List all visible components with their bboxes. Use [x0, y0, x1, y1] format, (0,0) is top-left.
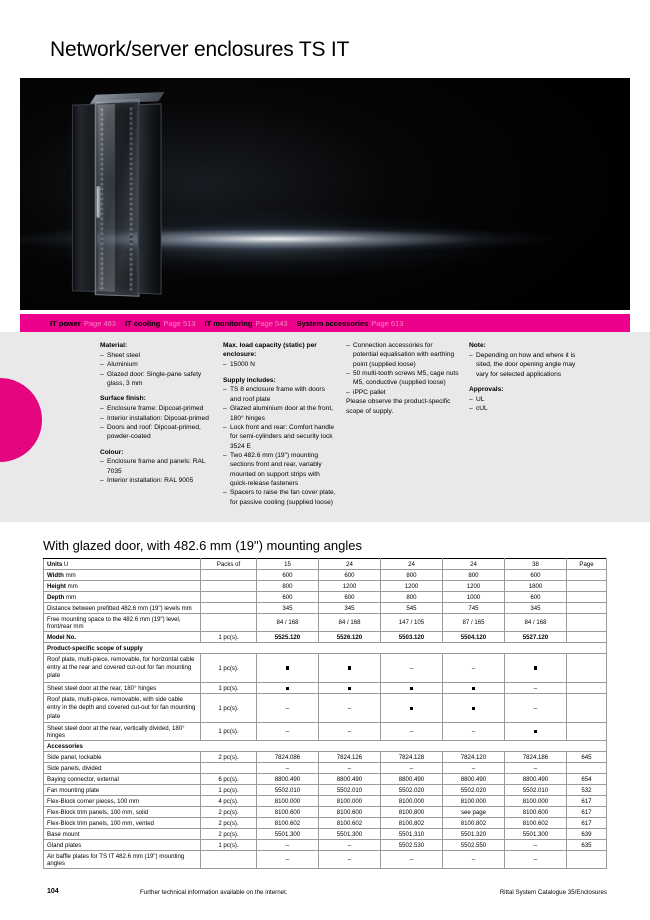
- table-cell-packs: [201, 603, 257, 614]
- spec-heading: Material:: [100, 342, 128, 349]
- table-header-value-5: 38: [505, 559, 567, 570]
- table-row: [44, 807, 607, 818]
- rack-glazed-door: [95, 99, 140, 297]
- table-cell-part-no-4: 8800.490: [443, 774, 505, 785]
- table-cell-value-1: 600: [257, 570, 319, 581]
- table-section-header-scope: Product-specific scope of supply: [44, 643, 607, 654]
- table-cell-page: 617: [567, 807, 607, 818]
- table-cell-packs: 4 pc(s).: [201, 796, 257, 807]
- table-cell-part-no-3: 8100.800: [381, 807, 443, 818]
- table-cell-packs: 1 pc(s).: [201, 840, 257, 851]
- spec-column-1: [100, 341, 213, 507]
- table-cell-label: Roof plate, multi-piece, removable, for horizontal cable entry at the rear and covered cut-out for fan mounting plate: [44, 654, 201, 683]
- table-row: [44, 643, 607, 654]
- table-cell-model-no-2: 5526.120: [319, 632, 381, 643]
- table-cell-label: Roof plate, multi-piece, removable, with side cable entry in the depth and covered cut-out for fan mounting plate: [44, 694, 201, 723]
- table-cell-part-no-5: 8100.000: [505, 796, 567, 807]
- spec-list-item: – Sheet steel: [100, 351, 213, 360]
- table-row: [44, 723, 607, 741]
- table-cell-value-3: 800: [381, 592, 443, 603]
- product-specification-table: [43, 558, 607, 869]
- table-cell-packs: 1 pc(s).: [201, 723, 257, 741]
- table-cell-page: [567, 603, 607, 614]
- table-cell-label: Flex-Block corner pieces, 100 mm: [44, 796, 201, 807]
- table-cell-page: [567, 614, 607, 632]
- table-cell-part-no-1: 8100.602: [257, 818, 319, 829]
- table-cell-value-5: 600: [505, 570, 567, 581]
- table-cell-part-no-5: 5502.010: [505, 785, 567, 796]
- row-label: Height: [47, 582, 66, 590]
- table-cell-part-no-4: 5502.550: [443, 840, 505, 851]
- spec-list-item: – iPPC pallet: [346, 388, 459, 397]
- table-row: [44, 774, 607, 785]
- table-row: [44, 829, 607, 840]
- table-cell-value-4: 87 / 165: [443, 614, 505, 632]
- table-cell-part-no-3: 5501.310: [381, 829, 443, 840]
- table-cell-scope-2: –: [319, 694, 381, 723]
- table-cell-part-no-2: 8800.490: [319, 774, 381, 785]
- specification-columns: [100, 341, 620, 507]
- included-marker-icon: [348, 687, 351, 690]
- table-cell-label: [44, 592, 201, 603]
- table-row: [44, 818, 607, 829]
- table-cell-part-no-1: 5502.010: [257, 785, 319, 796]
- spec-list-item: – Glazed aluminium door at the front, 180° hinges: [223, 404, 336, 423]
- row-unit: mm: [65, 582, 78, 590]
- table-cell-scope-5: [505, 654, 567, 683]
- table-cell-value-3: 1200: [381, 581, 443, 592]
- nav-link-page: Page 483: [83, 318, 116, 328]
- table-cell-value-4: 1000: [443, 592, 505, 603]
- table-cell-part-no-4: –: [443, 851, 505, 869]
- spec-column-4: [469, 341, 589, 507]
- table-cell-scope-5: –: [505, 694, 567, 723]
- table-cell-packs: 6 pc(s).: [201, 774, 257, 785]
- table-cell-value-1: 345: [257, 603, 319, 614]
- table-row: [44, 632, 607, 643]
- table-cell-scope-4: [443, 694, 505, 723]
- included-marker-icon: [410, 707, 413, 710]
- server-rack-illustration: [72, 98, 162, 297]
- table-cell-scope-3: [381, 683, 443, 694]
- table-cell-part-no-2: 8100.600: [319, 807, 381, 818]
- table-cell-packs: 1 pc(s).: [201, 632, 257, 643]
- table-cell-value-5: 1800: [505, 581, 567, 592]
- table-row: [44, 741, 607, 752]
- table-cell-scope-1: [257, 683, 319, 694]
- nav-link-it-cooling[interactable]: [125, 319, 196, 328]
- spec-list-item: – Connection accessories for potential equalisation with earthing point (supplied loose): [346, 341, 459, 369]
- spec-heading: Note:: [469, 342, 486, 349]
- table-cell-page: 617: [567, 796, 607, 807]
- table-cell-value-2: 84 / 168: [319, 614, 381, 632]
- table-cell-part-no-1: –: [257, 763, 319, 774]
- table-cell-label: Sheet steel door at the rear, 180° hinges: [44, 683, 201, 694]
- nav-link-label: IT monitoring: [204, 318, 253, 328]
- spec-list-item: – Depending on how and where it is sited, the door opening angle may vary for selected applications: [469, 351, 589, 379]
- table-cell-model-no-5: 5527.120: [505, 632, 567, 643]
- rack-door-handle: [97, 186, 101, 218]
- table-cell-value-3: 147 / 105: [381, 614, 443, 632]
- table-cell-label: Side panel, lockable: [44, 752, 201, 763]
- row-unit: mm: [64, 593, 77, 601]
- table-cell-scope-5: –: [505, 683, 567, 694]
- table-cell-packs: 1 pc(s).: [201, 683, 257, 694]
- table-cell-part-no-3: 8100.802: [381, 818, 443, 829]
- table-cell-packs: 2 pc(s).: [201, 807, 257, 818]
- table-row: [44, 840, 607, 851]
- table-cell-page: [567, 763, 607, 774]
- table-cell-value-1: 600: [257, 592, 319, 603]
- table-cell-part-no-2: 8100.000: [319, 796, 381, 807]
- table-row: [44, 559, 607, 570]
- table-cell-scope-4: –: [443, 654, 505, 683]
- table-row: [44, 785, 607, 796]
- table-header-value-2: 24: [319, 559, 381, 570]
- table-cell-label: Flex-Block trim panels, 100 mm, vented: [44, 818, 201, 829]
- table-cell-page: [567, 632, 607, 643]
- spec-list-item: – Interior installation: Dipcoat-primed: [100, 414, 213, 423]
- table-cell-packs: 1 pc(s).: [201, 654, 257, 683]
- table-cell-part-no-3: 8800.490: [381, 774, 443, 785]
- table-cell-part-no-1: 8800.490: [257, 774, 319, 785]
- table-cell-scope-1: –: [257, 723, 319, 741]
- table-cell-page: 654: [567, 774, 607, 785]
- table-cell-page: [567, 683, 607, 694]
- table-cell-label: Gland plates: [44, 840, 201, 851]
- table-row: [44, 614, 607, 632]
- included-marker-icon: [472, 687, 475, 690]
- included-marker-icon: [472, 707, 475, 710]
- table-cell-scope-3: [381, 694, 443, 723]
- table-cell-part-no-1: 5501.300: [257, 829, 319, 840]
- table-cell-part-no-3: 7824.128: [381, 752, 443, 763]
- spec-list-item: – Two 482.6 mm (19") mounting sections front and rear, variably mounted on support strips with quick-release fasteners: [223, 451, 336, 488]
- nav-link-system-accessories[interactable]: [297, 319, 404, 328]
- nav-link-label: System accessories: [296, 318, 369, 328]
- table-cell-value-2: 600: [319, 570, 381, 581]
- table-cell-value-4: 800: [443, 570, 505, 581]
- table-cell-part-no-4: 8100.802: [443, 818, 505, 829]
- spec-column-2: [223, 341, 336, 507]
- table-cell-part-no-5: 8100.602: [505, 818, 567, 829]
- spec-list-item: – UL: [469, 395, 589, 404]
- row-label: Width: [47, 571, 64, 579]
- table-cell-value-2: 600: [319, 592, 381, 603]
- table-cell-page: 645: [567, 752, 607, 763]
- table-cell-part-no-2: 5501.300: [319, 829, 381, 840]
- table-cell-packs: [201, 570, 257, 581]
- spec-list-item: – 15000 N: [223, 360, 336, 369]
- nav-link-label: IT power: [50, 318, 81, 328]
- table-header-value-3: 24: [381, 559, 443, 570]
- table-cell-part-no-3: –: [381, 763, 443, 774]
- spec-heading: Approvals:: [469, 385, 504, 393]
- table-cell-label: Sheet steel door at the rear, vertically divided, 180° hinges: [44, 723, 201, 741]
- included-marker-icon: [348, 666, 351, 669]
- spec-list-item: – Lock front and rear: Comfort handle for semi-cylinders and security lock 3524 E: [223, 423, 336, 451]
- table-cell-value-3: 800: [381, 570, 443, 581]
- table-row: [44, 683, 607, 694]
- product-hero-image: [20, 78, 630, 310]
- table-cell-packs: [201, 592, 257, 603]
- table-cell-part-no-3: 5502.530: [381, 840, 443, 851]
- nav-link-page: Page 543: [255, 318, 288, 328]
- table-cell-page: [567, 581, 607, 592]
- table-header-value-1: 15: [257, 559, 319, 570]
- header-unit: U: [62, 560, 69, 568]
- spec-column-3: [346, 341, 459, 507]
- row-unit: mm: [63, 571, 76, 579]
- spec-list-item: – cUL: [469, 404, 589, 413]
- table-cell-value-5: 84 / 168: [505, 614, 567, 632]
- table-cell-part-no-2: –: [319, 851, 381, 869]
- table-cell-part-no-1: –: [257, 840, 319, 851]
- table-cell-part-no-4: 8100.000: [443, 796, 505, 807]
- spec-list-item: – TS 8 enclosure frame with doors and roof plate: [223, 385, 336, 404]
- table-cell-page: [567, 723, 607, 741]
- nav-link-page: Page 513: [163, 318, 196, 328]
- table-cell-part-no-5: 8800.490: [505, 774, 567, 785]
- table-cell-value-1: 800: [257, 581, 319, 592]
- table-row: [44, 851, 607, 869]
- table-cell-part-no-2: 7824.126: [319, 752, 381, 763]
- rack-right-side: [138, 103, 162, 294]
- table-cell-label: Baying connector, external: [44, 774, 201, 785]
- included-marker-icon: [286, 666, 289, 669]
- table-cell-packs: [201, 763, 257, 774]
- table-cell-label: Distance between prefitted 482.6 mm (19") levels mm: [44, 603, 201, 614]
- table-cell-part-no-3: 8100.000: [381, 796, 443, 807]
- table-cell-packs: 2 pc(s).: [201, 752, 257, 763]
- table-row: [44, 603, 607, 614]
- table-cell-scope-1: [257, 654, 319, 683]
- table-header-page: Page: [567, 559, 607, 570]
- table-cell-scope-3: –: [381, 654, 443, 683]
- table-cell-scope-1: –: [257, 694, 319, 723]
- table-cell-value-2: 1200: [319, 581, 381, 592]
- table-cell-part-no-5: 8100.600: [505, 807, 567, 818]
- table-cell-part-no-2: 8100.602: [319, 818, 381, 829]
- table-cell-part-no-2: 5502.010: [319, 785, 381, 796]
- spec-list-item: – Enclosure frame and panels: RAL 7035: [100, 457, 213, 476]
- table-cell-part-no-1: 7824.086: [257, 752, 319, 763]
- table-cell-model-no-4: 5504.120: [443, 632, 505, 643]
- row-label: Depth: [47, 593, 65, 601]
- spec-list-item: – Interior installation: RAL 9005: [100, 476, 213, 485]
- table-row: [44, 752, 607, 763]
- table-cell-value-3: 545: [381, 603, 443, 614]
- table-cell-packs: [201, 851, 257, 869]
- table-cell-value-4: 1200: [443, 581, 505, 592]
- table-cell-scope-3: –: [381, 723, 443, 741]
- spec-list-item: – Doors and roof: Dipcoat-primed, powder-coated: [100, 423, 213, 442]
- table-cell-scope-2: –: [319, 723, 381, 741]
- table-cell-page: [567, 570, 607, 581]
- table-cell-value-5: 345: [505, 603, 567, 614]
- table-cell-scope-2: [319, 683, 381, 694]
- table-cell-part-no-4: 7824.120: [443, 752, 505, 763]
- table-section-header-accessories: Accessories: [44, 741, 607, 752]
- table-cell-model-no-3: 5503.120: [381, 632, 443, 643]
- table-cell-page: [567, 851, 607, 869]
- table-cell-scope-4: [443, 683, 505, 694]
- included-marker-icon: [410, 687, 413, 690]
- nav-link-it-power[interactable]: [50, 319, 116, 328]
- table-cell-packs: [201, 581, 257, 592]
- table-cell-page: [567, 654, 607, 683]
- table-cell-part-no-5: 5501.300: [505, 829, 567, 840]
- section-navigation-bar: [20, 314, 630, 332]
- table-cell-part-no-3: 5502.020: [381, 785, 443, 796]
- table-cell-part-no-4: see page: [443, 807, 505, 818]
- included-marker-icon: [534, 666, 537, 669]
- spec-heading: Max. load capacity (static) per enclosure:: [223, 342, 317, 359]
- table-cell-label: Fan mounting plate: [44, 785, 201, 796]
- table-cell-packs: 2 pc(s).: [201, 829, 257, 840]
- table-row: [44, 581, 607, 592]
- table-cell-scope-2: [319, 654, 381, 683]
- footer-page-number: 104: [47, 888, 59, 895]
- table-row: [44, 763, 607, 774]
- table-cell-part-no-1: 8100.000: [257, 796, 319, 807]
- spec-heading: Surface finish:: [100, 395, 146, 403]
- table-cell-model-no-1: 5525.120: [257, 632, 319, 643]
- table-cell-part-no-5: –: [505, 840, 567, 851]
- table-row: [44, 592, 607, 603]
- table-cell-part-no-4: –: [443, 763, 505, 774]
- table-header-packs: Packs of: [201, 559, 257, 570]
- table-cell-label: [44, 581, 201, 592]
- spec-heading: Supply includes:: [223, 376, 276, 384]
- nav-link-it-monitoring[interactable]: [205, 319, 288, 328]
- table-cell-packs: [201, 614, 257, 632]
- table-cell-scope-5: [505, 723, 567, 741]
- header-label: Units: [47, 560, 63, 568]
- table-cell-part-no-2: –: [319, 763, 381, 774]
- table-title: With glazed door, with 482.6 mm (19") mounting angles: [43, 538, 362, 553]
- table-cell-label: [44, 570, 201, 581]
- table-cell-part-no-5: –: [505, 763, 567, 774]
- table-cell-packs: 1 pc(s).: [201, 785, 257, 796]
- table-cell-part-no-1: 8100.600: [257, 807, 319, 818]
- table-cell-packs: 2 pc(s).: [201, 818, 257, 829]
- included-marker-icon: [534, 730, 537, 733]
- rack-left-side: [72, 104, 97, 293]
- included-marker-icon: [286, 687, 289, 690]
- spec-list-item: – 50 multi-tooth screws M5, cage nuts M5, conductive (supplied loose): [346, 369, 459, 388]
- table-cell-packs: 1 pc(s).: [201, 694, 257, 723]
- table-cell-value-5: 600: [505, 592, 567, 603]
- spec-heading: Colour:: [100, 448, 124, 456]
- table-cell-value-4: 745: [443, 603, 505, 614]
- footer-catalogue-name: Rittal System Catalogue 35/Enclosures: [499, 889, 607, 896]
- table-row: [44, 694, 607, 723]
- table-cell-label: Air baffle plates for TS IT 482.6 mm (19") mounting angles: [44, 851, 201, 869]
- table-cell-label: Side panels, divided: [44, 763, 201, 774]
- footer-note: Further technical information available on the internet.: [140, 889, 288, 896]
- table-cell-part-no-5: –: [505, 851, 567, 869]
- table-cell-page: 635: [567, 840, 607, 851]
- table-cell-page: 617: [567, 818, 607, 829]
- table-cell-page: 639: [567, 829, 607, 840]
- spec-list-item: – Glazed door: Single-pane safety glass, 3 mm: [100, 370, 213, 389]
- table-cell-page: [567, 592, 607, 603]
- table-cell-part-no-2: –: [319, 840, 381, 851]
- spec-list-item: – Spacers to raise the fan cover plate, for passive cooling (supplied loose): [223, 488, 336, 507]
- table-cell-part-no-1: –: [257, 851, 319, 869]
- table-row: [44, 570, 607, 581]
- table-header-value-4: 24: [443, 559, 505, 570]
- table-cell-label: Free mounting space to the 482.6 mm (19") level, front/rear mm: [44, 614, 201, 632]
- spec-paragraph: Please observe the product-specific scope of supply.: [346, 398, 451, 415]
- nav-link-page: Page 613: [371, 318, 404, 328]
- table-cell-value-2: 345: [319, 603, 381, 614]
- table-cell-value-1: 84 / 168: [257, 614, 319, 632]
- table-cell-scope-4: –: [443, 723, 505, 741]
- table-row: [44, 654, 607, 683]
- table-cell-page: [567, 694, 607, 723]
- table-cell-label: Flex-Block trim panels, 100 mm, solid: [44, 807, 201, 818]
- page-title: Network/server enclosures TS IT: [50, 38, 350, 61]
- table-cell-page: 532: [567, 785, 607, 796]
- table-cell-part-no-4: 5501.320: [443, 829, 505, 840]
- table-cell-label: Base mount: [44, 829, 201, 840]
- table-cell-part-no-3: –: [381, 851, 443, 869]
- nav-link-label: IT cooling: [124, 318, 161, 328]
- spec-list-item: – Aluminium: [100, 360, 213, 369]
- table-cell-part-no-5: 7824.186: [505, 752, 567, 763]
- table-cell-part-no-4: 5502.020: [443, 785, 505, 796]
- spec-list-item: – Enclosure frame: Dipcoat-primed: [100, 404, 213, 413]
- table-header-units: [44, 559, 201, 570]
- table-row: [44, 796, 607, 807]
- table-cell-model-label: Model No.: [44, 632, 201, 643]
